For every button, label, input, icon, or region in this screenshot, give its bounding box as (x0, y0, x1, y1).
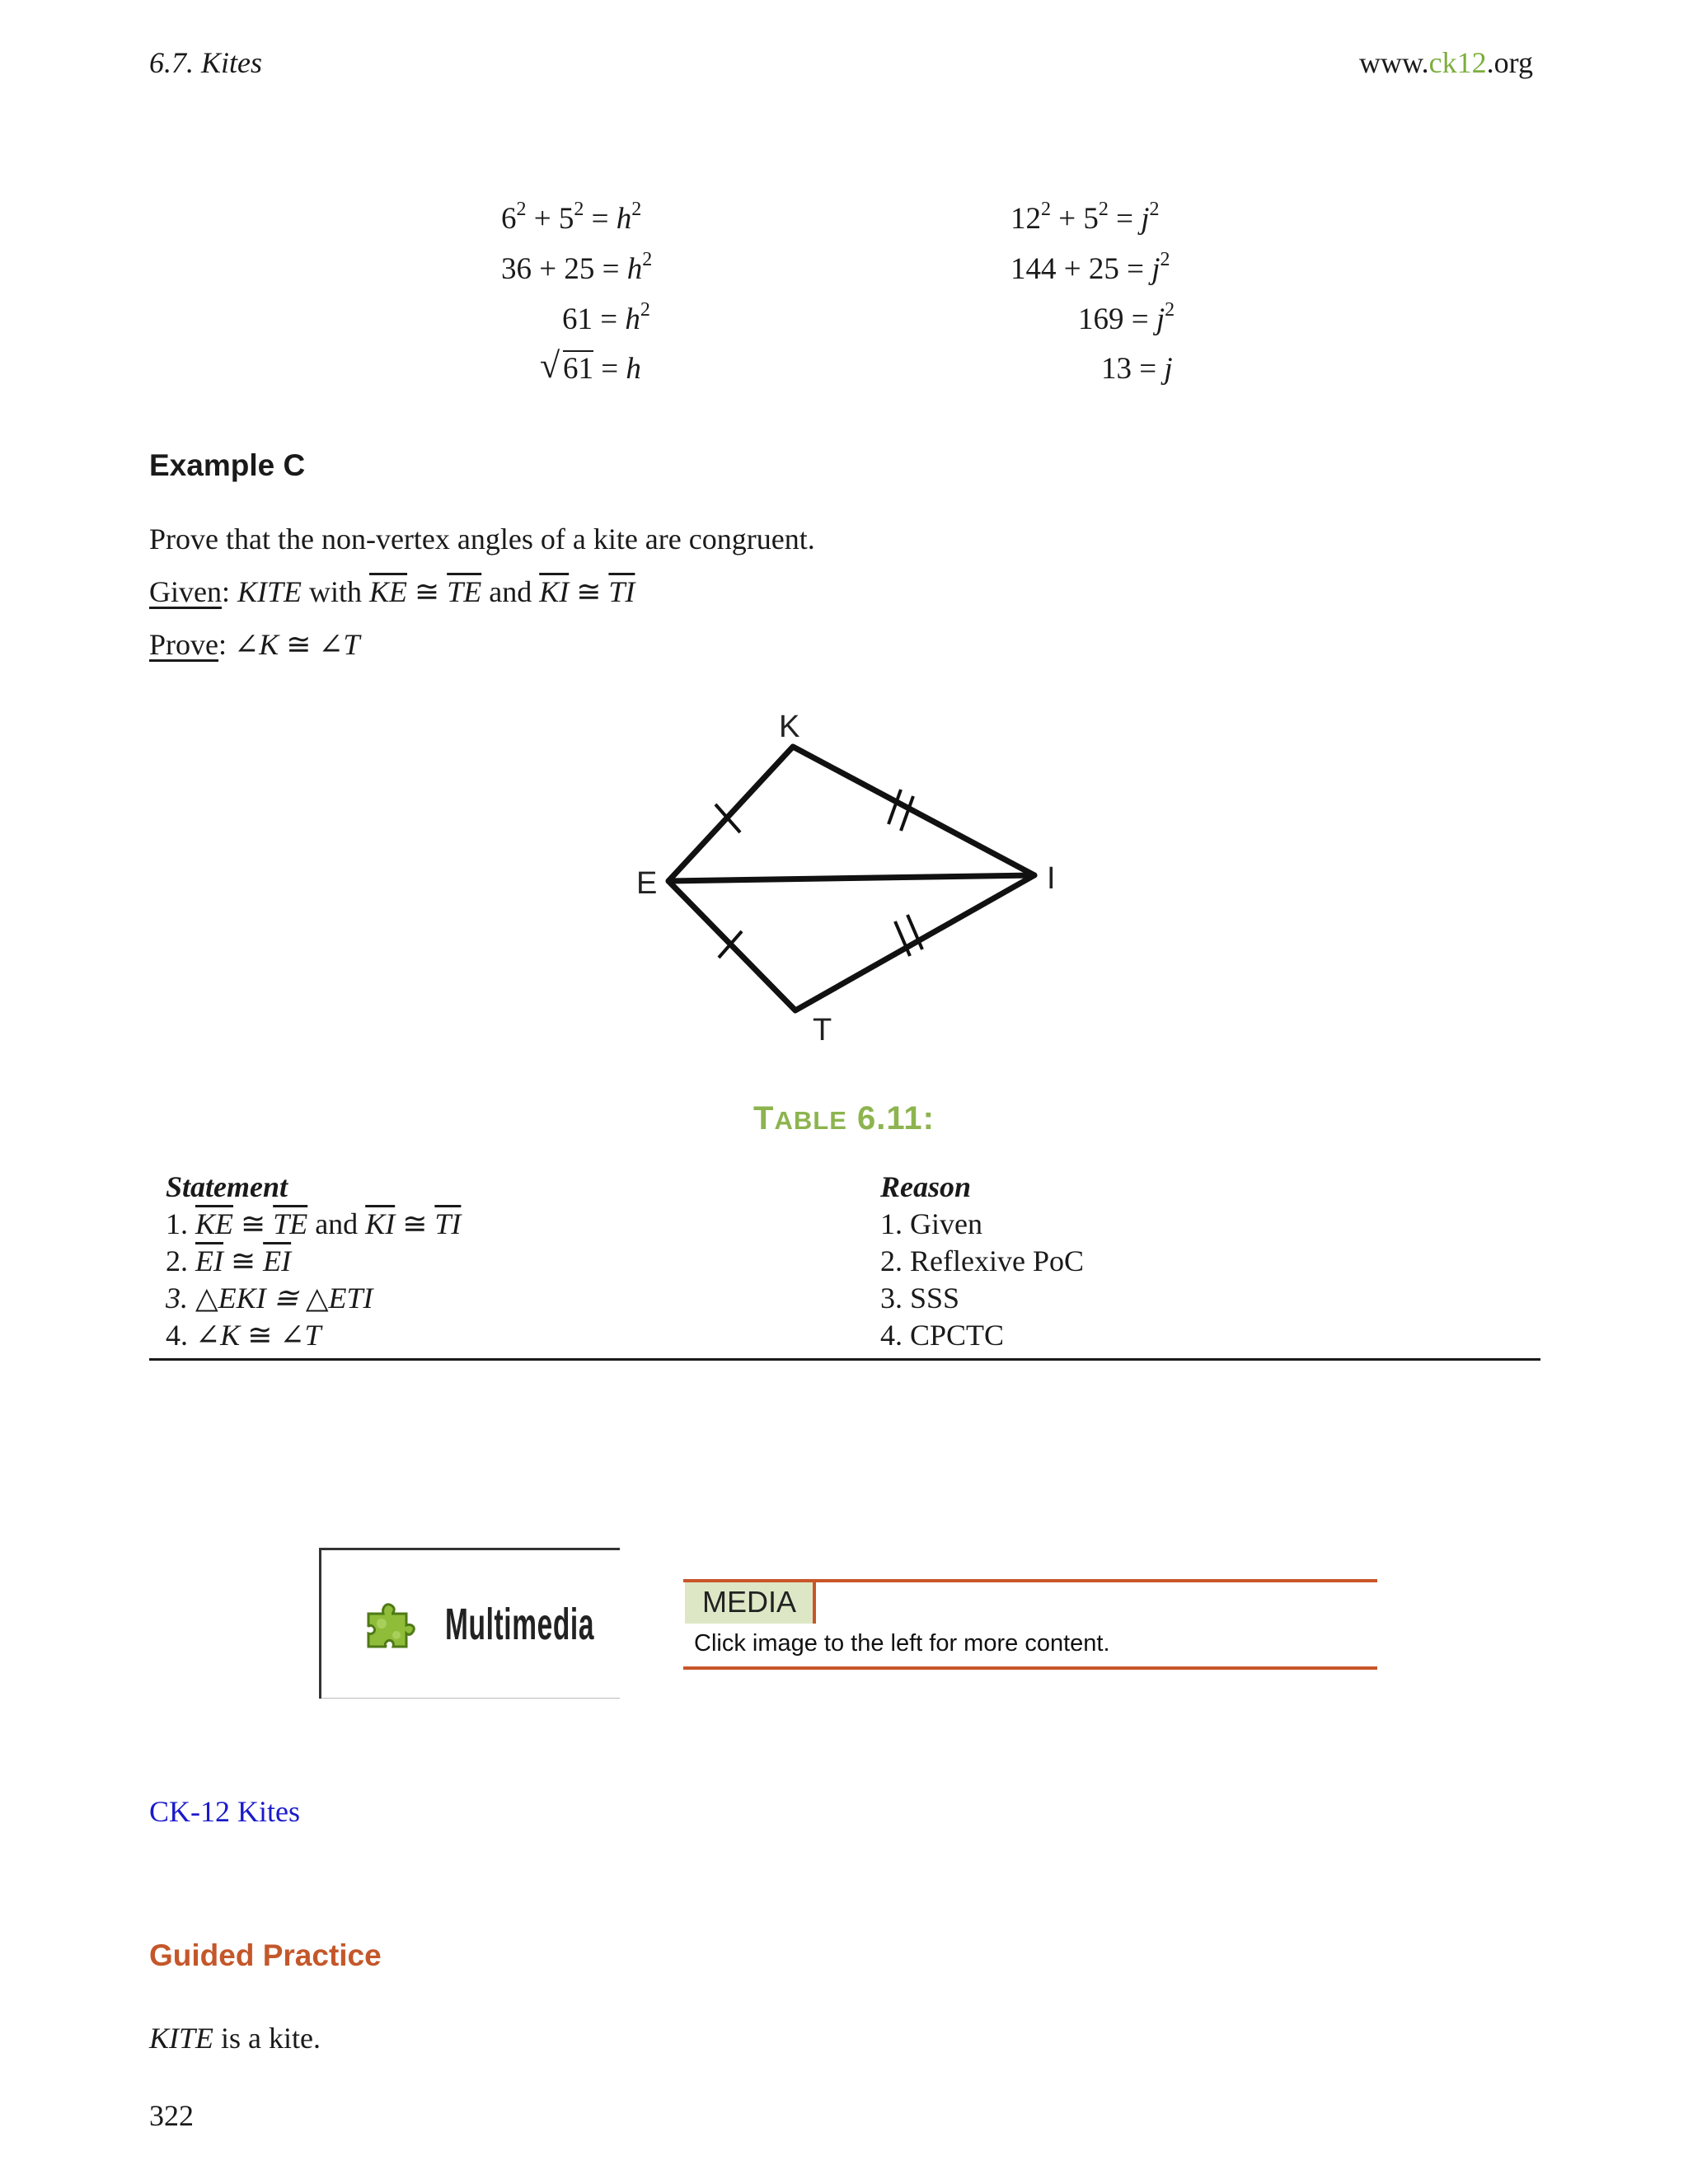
given-line: Given: KITE with $\overline{KE}$ ≅ $\overline{TE}$ and $\overline{KI}$ ≅ $\overline{TI}$ (149, 575, 635, 608)
table-row (149, 1280, 1540, 1317)
url-suffix: .org (1486, 46, 1533, 79)
prove-line: Prove: ∠K ≅ ∠T (149, 628, 360, 661)
ck12-kites-link[interactable]: CK-12 Kites (149, 1795, 300, 1828)
header-statement: Statement (166, 1170, 288, 1203)
reason-cell: 3. SSS (880, 1282, 960, 1315)
proof-table (149, 1169, 1540, 1354)
tick-KI-2 (901, 796, 913, 831)
statement-cell: 3. △EKI ≅ △ETI (166, 1282, 373, 1315)
url-prefix: www. (1359, 46, 1429, 79)
label-K: K (779, 710, 800, 744)
table-row (149, 1243, 1540, 1280)
puzzle-piece-icon[interactable] (360, 1591, 426, 1657)
given-label: Given (149, 575, 222, 608)
example-prompt: Prove that the non-vertex angles of a kite are congruent. (149, 523, 815, 555)
equation-left-4: √ 61 = h (540, 345, 641, 386)
guided-practice-heading: Guided Practice (149, 1938, 382, 1972)
kite-diagonal-EI (668, 875, 1034, 881)
media-tag-label: MEDIA (702, 1585, 797, 1619)
header-reason: Reason (880, 1170, 972, 1203)
guided-practice-text: KITE is a kite. (149, 2022, 321, 2055)
statement-cell: 1. $\overline{KE}$ ≅ $\overline{TE}$ and $\overline{KI}$ ≅ $\overline{TI}$ (166, 1207, 462, 1240)
reason-cell: 1. Given (880, 1207, 982, 1240)
statement-cell: 2. $\overline{EI}$ ≅ $\overline{EI}$ (166, 1244, 292, 1277)
section-title: 6.7. Kites (149, 46, 263, 79)
label-I: I (1047, 861, 1056, 896)
equation-left-2: $36 + 25 = h^2$ (501, 249, 653, 286)
media-description: Click image to the left for more content. (694, 1630, 1110, 1657)
label-T: T (813, 1013, 832, 1047)
page-number: 322 (149, 2099, 194, 2132)
url-brand: ck12 (1428, 46, 1487, 79)
reason-cell: 4. CPCTC (880, 1319, 1005, 1352)
site-url[interactable] (1359, 45, 1533, 80)
statement-cell: 4. ∠K ≅ ∠T (166, 1319, 321, 1352)
equation-right-1: $12^2 + 5^2 = j^2$ (1010, 199, 1160, 236)
equation-right-3: $169 = j^2$ (1078, 299, 1175, 336)
table-row (149, 1317, 1540, 1354)
table-bottom-rule (149, 1358, 1540, 1361)
table-caption: TABLE 6.11: (753, 1100, 935, 1137)
table-header-row (149, 1169, 1540, 1206)
table-row (149, 1206, 1540, 1243)
sqrt-symbol: √ 61 (540, 345, 593, 386)
label-E: E (636, 866, 658, 901)
kite-diagram (610, 701, 1071, 1055)
tick-KI-1 (889, 790, 901, 824)
equation-left-1: $6^2 + 5^2 = h^2$ (501, 199, 642, 236)
equation-left-3: $61 = h^2$ (562, 299, 650, 336)
example-heading: Example C (149, 448, 306, 482)
prove-label: Prove (149, 628, 218, 661)
media-bottom-rule (683, 1666, 1377, 1670)
multimedia-label[interactable]: Multimedia (445, 1600, 595, 1649)
reason-cell: 2. Reflexive PoC (880, 1244, 1084, 1277)
equation-right-4: 13 = j (1101, 352, 1173, 386)
equation-right-2: $144 + 25 = j^2$ (1010, 249, 1170, 286)
